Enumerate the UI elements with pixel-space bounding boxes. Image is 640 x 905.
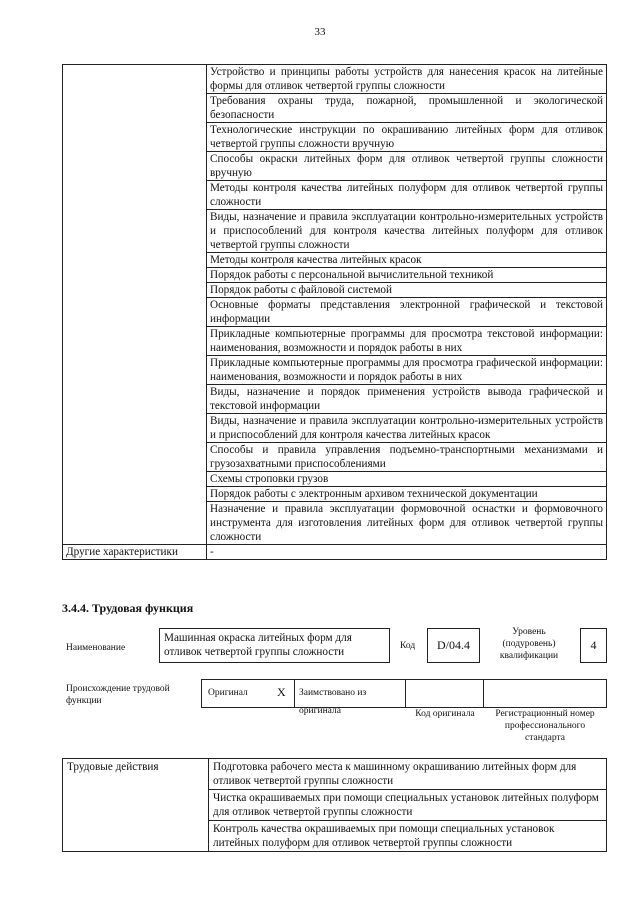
registration-number-caption: Регистрационный номер профессионального стандарта <box>495 709 595 743</box>
original-mark: X <box>277 685 286 699</box>
requirements-label-cell <box>63 65 207 545</box>
requirement-item: Способы и правила управления подъемно-транспортными механизмами и грузозахватными приспособлениями <box>207 443 607 472</box>
borrowed-label: Заимствовано из оригинала <box>299 688 367 716</box>
borrowed-cell <box>294 679 406 716</box>
origin-label: Происхождение трудовой функции <box>66 684 170 706</box>
original-code-cell <box>405 679 484 708</box>
level-label: Уровень (подуровень) квалификации <box>499 627 559 661</box>
function-code-box: D/04.4 <box>427 628 480 663</box>
labor-actions-table <box>62 758 607 852</box>
requirement-item: Порядок работы с электронным архивом технической документации <box>207 487 607 502</box>
section-title: 3.4.4. Трудовая функция <box>62 601 194 615</box>
requirement-item: Назначение и правила эксплуатации формовочной оснастки и формовочного инструмента для изготовления литейных форм для отливок четвертой группы сложности <box>207 502 607 545</box>
labor-actions-label: Трудовые действия <box>63 759 209 852</box>
labor-action-item: Чистка окрашиваемых при помощи специальных установок литейных полуформ для отливок четвертой группы сложности <box>209 790 607 821</box>
labor-action-item: Подготовка рабочего места к машинному окрашиванию литейных форм для отливок четвертой группы сложности <box>209 759 607 790</box>
requirement-item: Методы контроля качества литейных полуформ для отливок четвертой группы сложности <box>207 181 607 210</box>
requirement-item: Виды, назначение и порядок применения устройств вывода графической и текстовой информации <box>207 385 607 414</box>
requirement-item: Способы окраски литейных форм для отливок четвертой группы сложности вручную <box>207 152 607 181</box>
requirement-item: Порядок работы с файловой системой <box>207 283 607 298</box>
code-label: Код <box>400 641 416 651</box>
requirement-item: Прикладные компьютерные программы для просмотра текстовой информации: наименования, возможности и порядок работы в них <box>207 327 607 356</box>
other-characteristics-label: Другие характеристики <box>63 545 207 560</box>
page-number: 33 <box>314 26 326 38</box>
requirement-item: Устройство и принципы работы устройств для нанесения красок на литейные формы для отливок четвертой группы сложности <box>207 65 607 94</box>
original-cell <box>201 679 295 708</box>
table-row <box>63 545 607 560</box>
registration-number-cell <box>483 679 607 708</box>
other-characteristics-value: - <box>207 545 607 560</box>
requirement-item: Виды, назначение и правила эксплуатации контрольно-измерительных устройств и приспособлений для контроля качества литейных красок <box>207 414 607 443</box>
original-label: Оригинал <box>208 688 248 698</box>
requirement-item: Виды, назначение и правила эксплуатации контрольно-измерительных устройств и приспособлений для контроля качества литейных полуформ для отливок четвертой группы сложности <box>207 210 607 253</box>
name-label: Наименование <box>66 643 126 653</box>
original-code-caption: Код оригинала <box>415 709 475 719</box>
table-row <box>63 65 607 94</box>
function-name-box: Машинная окраска литейных форм для отливок четвертой группы сложности <box>159 628 390 663</box>
requirement-item: Методы контроля качества литейных красок <box>207 253 607 268</box>
requirements-table <box>62 64 607 560</box>
requirement-item: Требования охраны труда, пожарной, промышленной и экологической безопасности <box>207 94 607 123</box>
table-row <box>63 759 607 790</box>
requirement-item: Порядок работы с персональной вычислительной техникой <box>207 268 607 283</box>
requirement-item: Схемы строповки грузов <box>207 472 607 487</box>
requirement-item: Технологические инструкции по окрашиванию литейных форм для отливок четвертой группы сложности вручную <box>207 123 607 152</box>
requirement-item: Прикладные компьютерные программы для просмотра графической информации: наименования, возможности и порядок работы в них <box>207 356 607 385</box>
requirement-item: Основные форматы представления электронной графической и текстовой информации <box>207 298 607 327</box>
level-box: 4 <box>580 628 607 663</box>
labor-action-item: Контроль качества окрашиваемых при помощи специальных установок литейных полуформ для отливок четвертой группы сложности <box>209 821 607 852</box>
